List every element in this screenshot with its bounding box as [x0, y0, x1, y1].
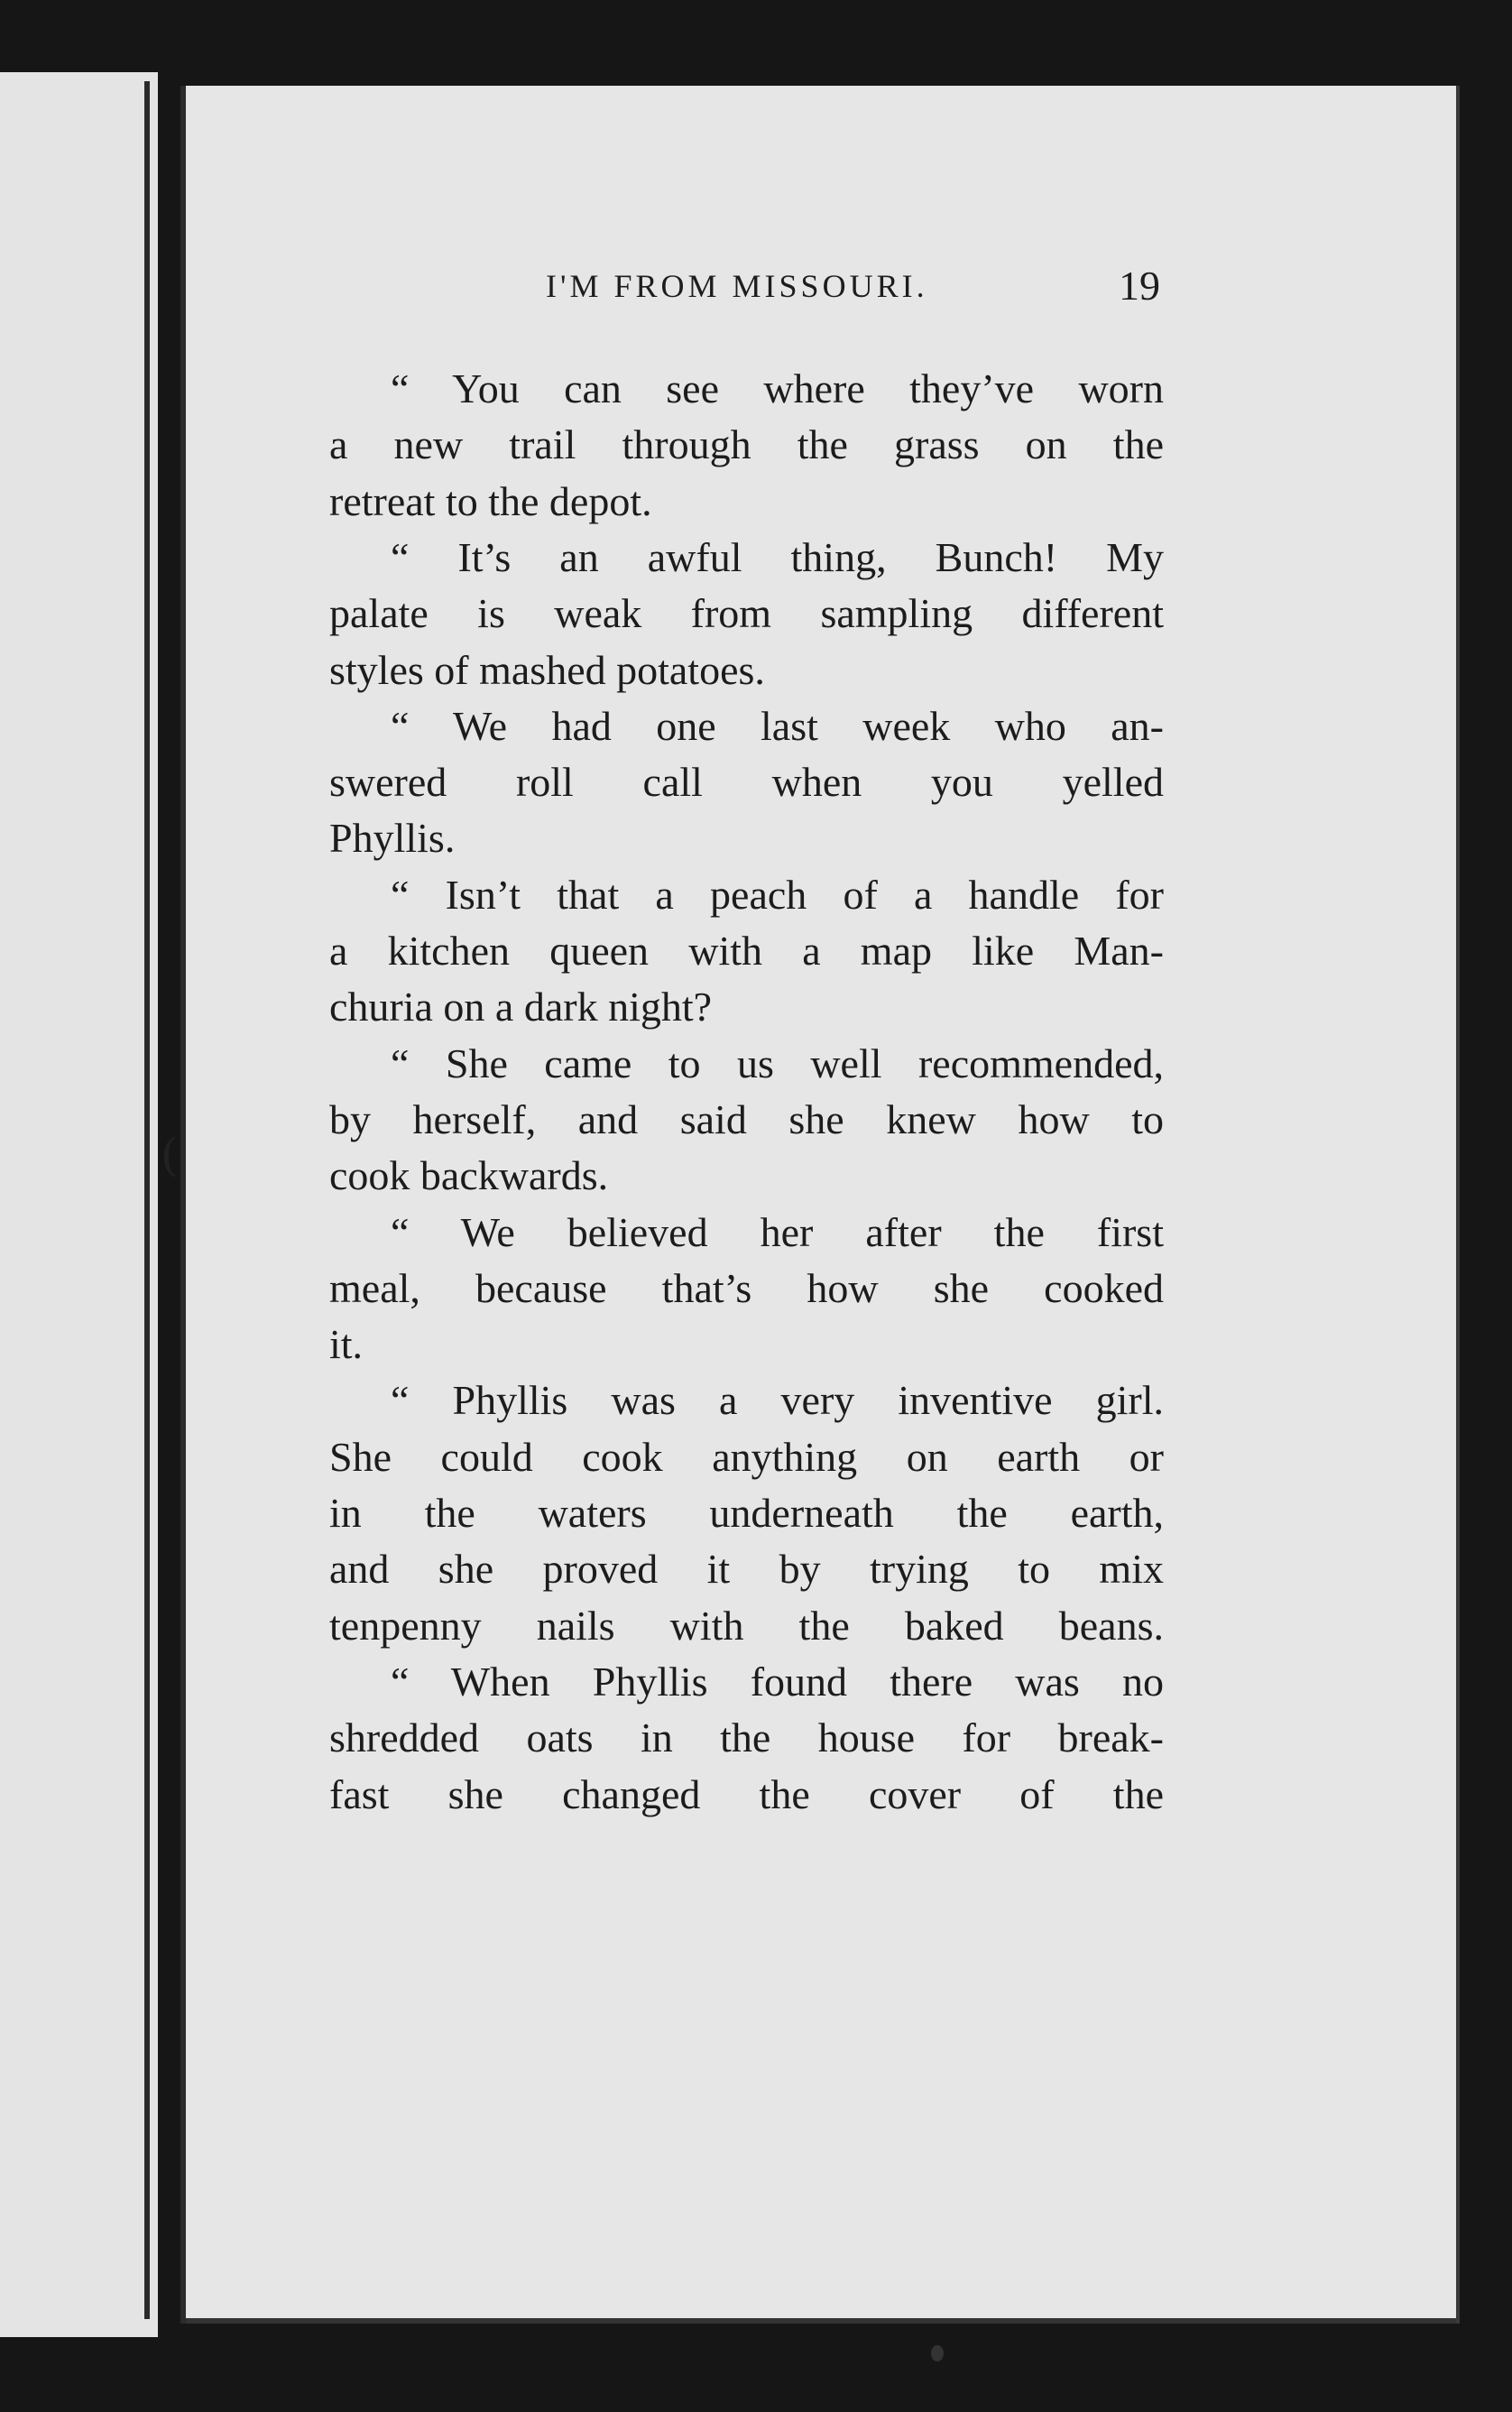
text-line: “ It’s an awful thing, Bunch! My [391, 533, 1164, 580]
text-line: “ Phyllis was a very inventive girl. [391, 1377, 1164, 1424]
text-line: shredded oats in the house for break- [329, 1714, 1164, 1761]
text-line: fast she changed the cover of the [329, 1770, 1164, 1817]
text-line: “ We believed her after the first [391, 1208, 1164, 1255]
text-line: “ You can see where they’ve worn [391, 365, 1164, 411]
text-line: meal, because that’s how she cooked [329, 1264, 1164, 1311]
text-line: by herself, and said she knew how to [329, 1095, 1164, 1142]
text-line: in the waters underneath the earth, [329, 1490, 1164, 1536]
text-line: She could cook anything on earth or [329, 1433, 1164, 1480]
text-line: cook backwards. [329, 1152, 609, 1199]
left-page-edge [0, 72, 158, 2337]
text-line: “ When Phyllis found there was no [391, 1658, 1164, 1705]
text-line: palate is weak from sampling different [329, 590, 1164, 637]
text-line: a kitchen queen with a map like Man- [329, 928, 1164, 974]
running-title: I'M FROM MISSOURI. [546, 268, 928, 304]
text-line: Phyllis. [329, 815, 456, 862]
text-line: “ She came to us well recommended, [391, 1040, 1164, 1086]
page-number: 19 [1119, 263, 1160, 309]
text-line: styles of mashed potatoes. [329, 646, 765, 693]
text-line: a new trail through the grass on the [329, 421, 1164, 468]
book-gutter [144, 81, 150, 2319]
text-line: “ We had one last week who an- [391, 702, 1164, 749]
ink-dot [931, 2345, 944, 2361]
text-line: it. [329, 1321, 364, 1368]
page-edge-mark: ( [161, 1129, 179, 1181]
running-head [361, 179, 1173, 309]
text-line: and she proved it by trying to mix [329, 1546, 1164, 1593]
text-line: swered roll call when you yelled [329, 759, 1164, 806]
text-line: churia on a dark night? [329, 984, 713, 1030]
text-line: “ Isn’t that a peach of a handle for [391, 871, 1164, 918]
text-line: retreat to the depot. [329, 477, 652, 524]
body-text [329, 361, 1164, 1850]
text-line: tenpenny nails with the baked beans. [329, 1602, 1164, 1649]
